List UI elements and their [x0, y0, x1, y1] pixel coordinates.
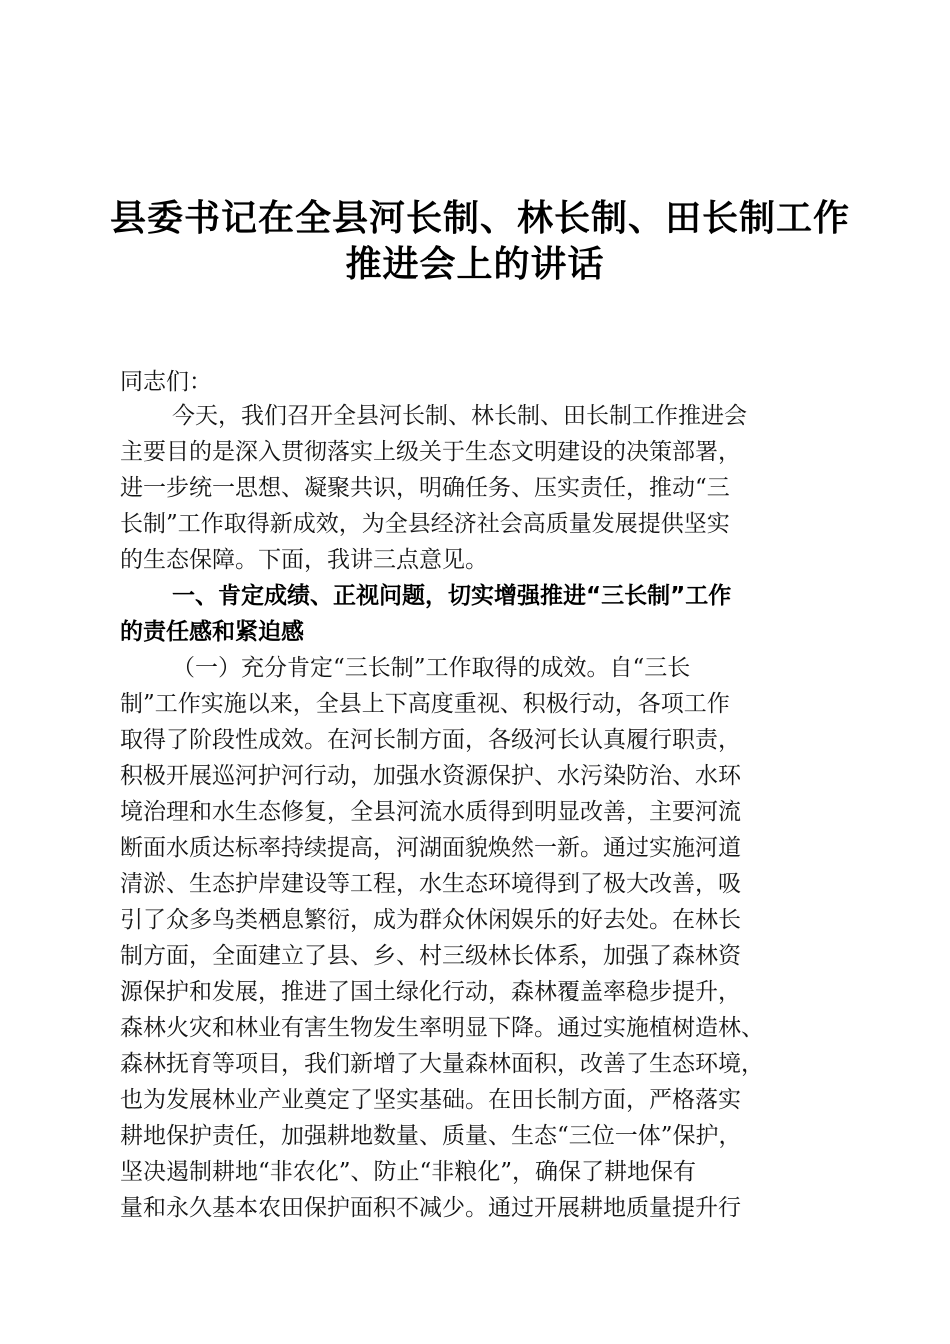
paragraph-line: 制”工作实施以来，全县上下高度重视、积极行动，各项工作	[120, 691, 730, 717]
paragraph-line: 取得了阶段性成效。在河长制方面，各级河长认真履行职责，	[120, 727, 741, 753]
paragraph-line: 引了众多鸟类栖息繁衍，成为群众休闲娱乐的好去处。在林长	[120, 907, 741, 933]
paragraph-line: 断面水质达标率持续提高，河湖面貌焕然一新。通过实施河道	[120, 835, 741, 861]
document-title-line-1: 县委书记在全县河长制、林长制、田长制工作	[110, 197, 851, 239]
paragraph-line: （一）充分肯定“三长制”工作取得的成效。自“三长	[172, 655, 691, 681]
paragraph-line: 长制”工作取得新成效，为全县经济社会高质量发展提供坚实	[120, 511, 730, 537]
paragraph-line: 也为发展林业产业奠定了坚实基础。在田长制方面，严格落实	[120, 1087, 741, 1113]
section-heading-line: 一、肯定成绩、正视问题，切实增强推进“三长制”工作	[172, 583, 732, 609]
paragraph-line: 境治理和水生态修复，全县河流水质得到明显改善，主要河流	[120, 799, 741, 825]
paragraph-line: 量和永久基本农田保护面积不减少。通过开展耕地质量提升行	[120, 1195, 741, 1221]
paragraph-line: 积极开展巡河护河行动，加强水资源保护、水污染防治、水环	[120, 763, 741, 789]
paragraph-line: 森林抚育等项目，我们新增了大量森林面积，改善了生态环境，	[120, 1051, 764, 1077]
paragraph-line: 森林火灾和林业有害生物发生率明显下降。通过实施植树造林、	[120, 1015, 764, 1041]
paragraph-line: 进一步统一思想、凝聚共识，明确任务、压实责任，推动“三	[120, 475, 730, 501]
paragraph-line: 今天，我们召开全县河长制、林长制、田长制工作推进会	[172, 403, 747, 429]
paragraph-line: 源保护和发展，推进了国土绿化行动，森林覆盖率稳步提升，	[120, 979, 741, 1005]
paragraph-line: 主要目的是深入贯彻落实上级关于生态文明建设的决策部署，	[120, 439, 741, 465]
paragraph-line: 耕地保护责任，加强耕地数量、质量、生态“三位一体”保护，	[120, 1123, 742, 1149]
paragraph-line: 制方面，全面建立了县、乡、村三级林长体系，加强了森林资	[120, 943, 741, 969]
section-heading-line: 的责任感和紧迫感	[120, 619, 304, 645]
paragraph-line: 的生态保障。下面，我讲三点意见。	[120, 547, 488, 573]
salutation: 同志们：	[120, 369, 212, 395]
paragraph-line: 清淤、生态护岸建设等工程，水生态环境得到了极大改善，吸	[120, 871, 741, 897]
paragraph-line: 坚决遏制耕地“非农化”、防止“非粮化”，确保了耕地保有	[120, 1159, 697, 1185]
document-title-line-2: 推进会上的讲话	[345, 243, 605, 285]
